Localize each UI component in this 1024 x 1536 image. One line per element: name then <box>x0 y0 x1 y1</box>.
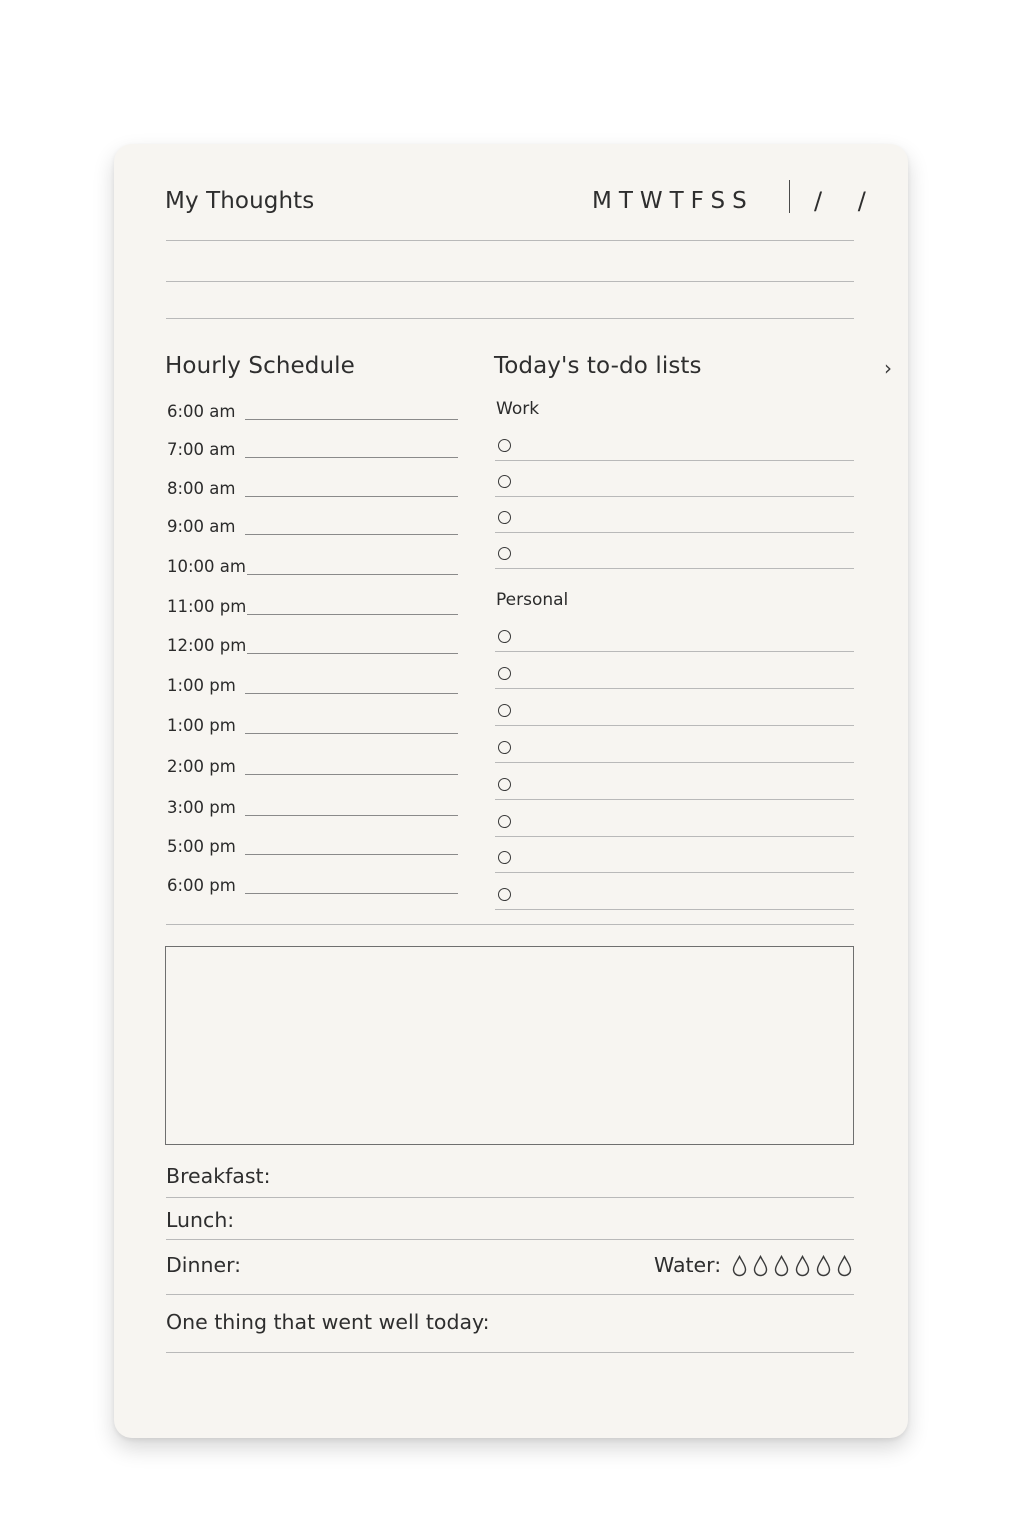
personal-todo-checkbox[interactable] <box>498 704 511 717</box>
section-divider <box>166 924 854 925</box>
schedule-time: 5:00 pm <box>167 837 236 856</box>
personal-todo-item-line[interactable] <box>495 909 854 910</box>
schedule-time: 6:00 am <box>167 402 236 421</box>
schedule-time: 2:00 pm <box>167 757 236 776</box>
header-divider <box>789 180 790 213</box>
schedule-time: 11:00 pm <box>167 597 247 616</box>
schedule-entry-line[interactable] <box>245 534 458 535</box>
personal-label: Personal <box>496 590 569 610</box>
thoughts-title: My Thoughts <box>165 188 315 214</box>
schedule-time: 1:00 pm <box>167 716 236 735</box>
schedule-time: 10:00 am <box>167 557 246 576</box>
schedule-entry-line[interactable] <box>245 893 458 894</box>
water-drop-icon[interactable] <box>752 1255 769 1277</box>
work-todo-checkbox[interactable] <box>498 511 511 524</box>
todo-title: Today's to-do lists <box>494 353 702 379</box>
work-todo-item-line[interactable] <box>495 568 854 569</box>
schedule-time: 8:00 am <box>167 479 236 498</box>
personal-todo-item-line[interactable] <box>495 651 854 652</box>
water-drop-icon[interactable] <box>731 1255 748 1277</box>
schedule-entry-line[interactable] <box>245 419 458 420</box>
work-todo-checkbox[interactable] <box>498 547 511 560</box>
lunch-label: Lunch: <box>166 1208 235 1232</box>
work-todo-item-line[interactable] <box>495 496 854 497</box>
thoughts-line-2[interactable] <box>166 281 854 282</box>
schedule-time: 3:00 pm <box>167 798 236 817</box>
personal-todo-checkbox[interactable] <box>498 815 511 828</box>
water-drop-icon[interactable] <box>815 1255 832 1277</box>
schedule-entry-line[interactable] <box>245 774 458 775</box>
water-label: Water: <box>654 1253 722 1277</box>
notes-box[interactable] <box>165 946 854 1145</box>
water-drop-icon[interactable] <box>836 1255 853 1277</box>
breakfast-label: Breakfast: <box>166 1164 271 1188</box>
dinner-label: Dinner: <box>166 1253 242 1277</box>
schedule-time: 7:00 am <box>167 440 236 459</box>
personal-todo-checkbox[interactable] <box>498 888 511 901</box>
personal-todo-checkbox[interactable] <box>498 630 511 643</box>
personal-todo-checkbox[interactable] <box>498 851 511 864</box>
personal-todo-checkbox[interactable] <box>498 667 511 680</box>
water-tracker <box>731 1255 853 1277</box>
personal-todo-checkbox[interactable] <box>498 741 511 754</box>
work-todo-checkbox[interactable] <box>498 475 511 488</box>
schedule-time: 9:00 am <box>167 517 236 536</box>
personal-todo-item-line[interactable] <box>495 688 854 689</box>
work-todo-item-line[interactable] <box>495 460 854 461</box>
chevron-right-icon[interactable]: › <box>884 356 892 380</box>
schedule-entry-line[interactable] <box>245 854 458 855</box>
personal-todo-item-line[interactable] <box>495 836 854 837</box>
went-well-label: One thing that went well today: <box>166 1310 490 1334</box>
thoughts-line-1[interactable] <box>166 240 854 241</box>
water-drop-icon[interactable] <box>794 1255 811 1277</box>
work-label: Work <box>496 399 540 419</box>
schedule-entry-line[interactable] <box>245 815 458 816</box>
schedule-time: 12:00 pm <box>167 636 247 655</box>
thoughts-line-3[interactable] <box>166 318 854 319</box>
schedule-entry-line[interactable] <box>245 693 458 694</box>
personal-todo-item-line[interactable] <box>495 725 854 726</box>
schedule-entry-line[interactable] <box>247 614 458 615</box>
schedule-entry-line[interactable] <box>247 653 458 654</box>
work-todo-item-line[interactable] <box>495 532 854 533</box>
lunch-line[interactable] <box>166 1239 854 1240</box>
weekday-selector[interactable]: MTWTFSS <box>592 188 754 214</box>
personal-todo-item-line[interactable] <box>495 799 854 800</box>
schedule-title: Hourly Schedule <box>165 353 355 379</box>
planner-page <box>114 144 908 1438</box>
went-well-line[interactable] <box>166 1352 854 1353</box>
personal-todo-item-line[interactable] <box>495 872 854 873</box>
personal-todo-checkbox[interactable] <box>498 778 511 791</box>
schedule-entry-line[interactable] <box>247 574 458 575</box>
work-todo-checkbox[interactable] <box>498 439 511 452</box>
personal-todo-item-line[interactable] <box>495 762 854 763</box>
schedule-time: 1:00 pm <box>167 676 236 695</box>
schedule-time: 6:00 pm <box>167 876 236 895</box>
schedule-entry-line[interactable] <box>245 496 458 497</box>
dinner-line[interactable] <box>166 1294 854 1295</box>
water-drop-icon[interactable] <box>773 1255 790 1277</box>
date-field[interactable]: / / <box>814 187 880 215</box>
schedule-entry-line[interactable] <box>245 733 458 734</box>
schedule-entry-line[interactable] <box>245 457 458 458</box>
breakfast-line[interactable] <box>166 1197 854 1198</box>
